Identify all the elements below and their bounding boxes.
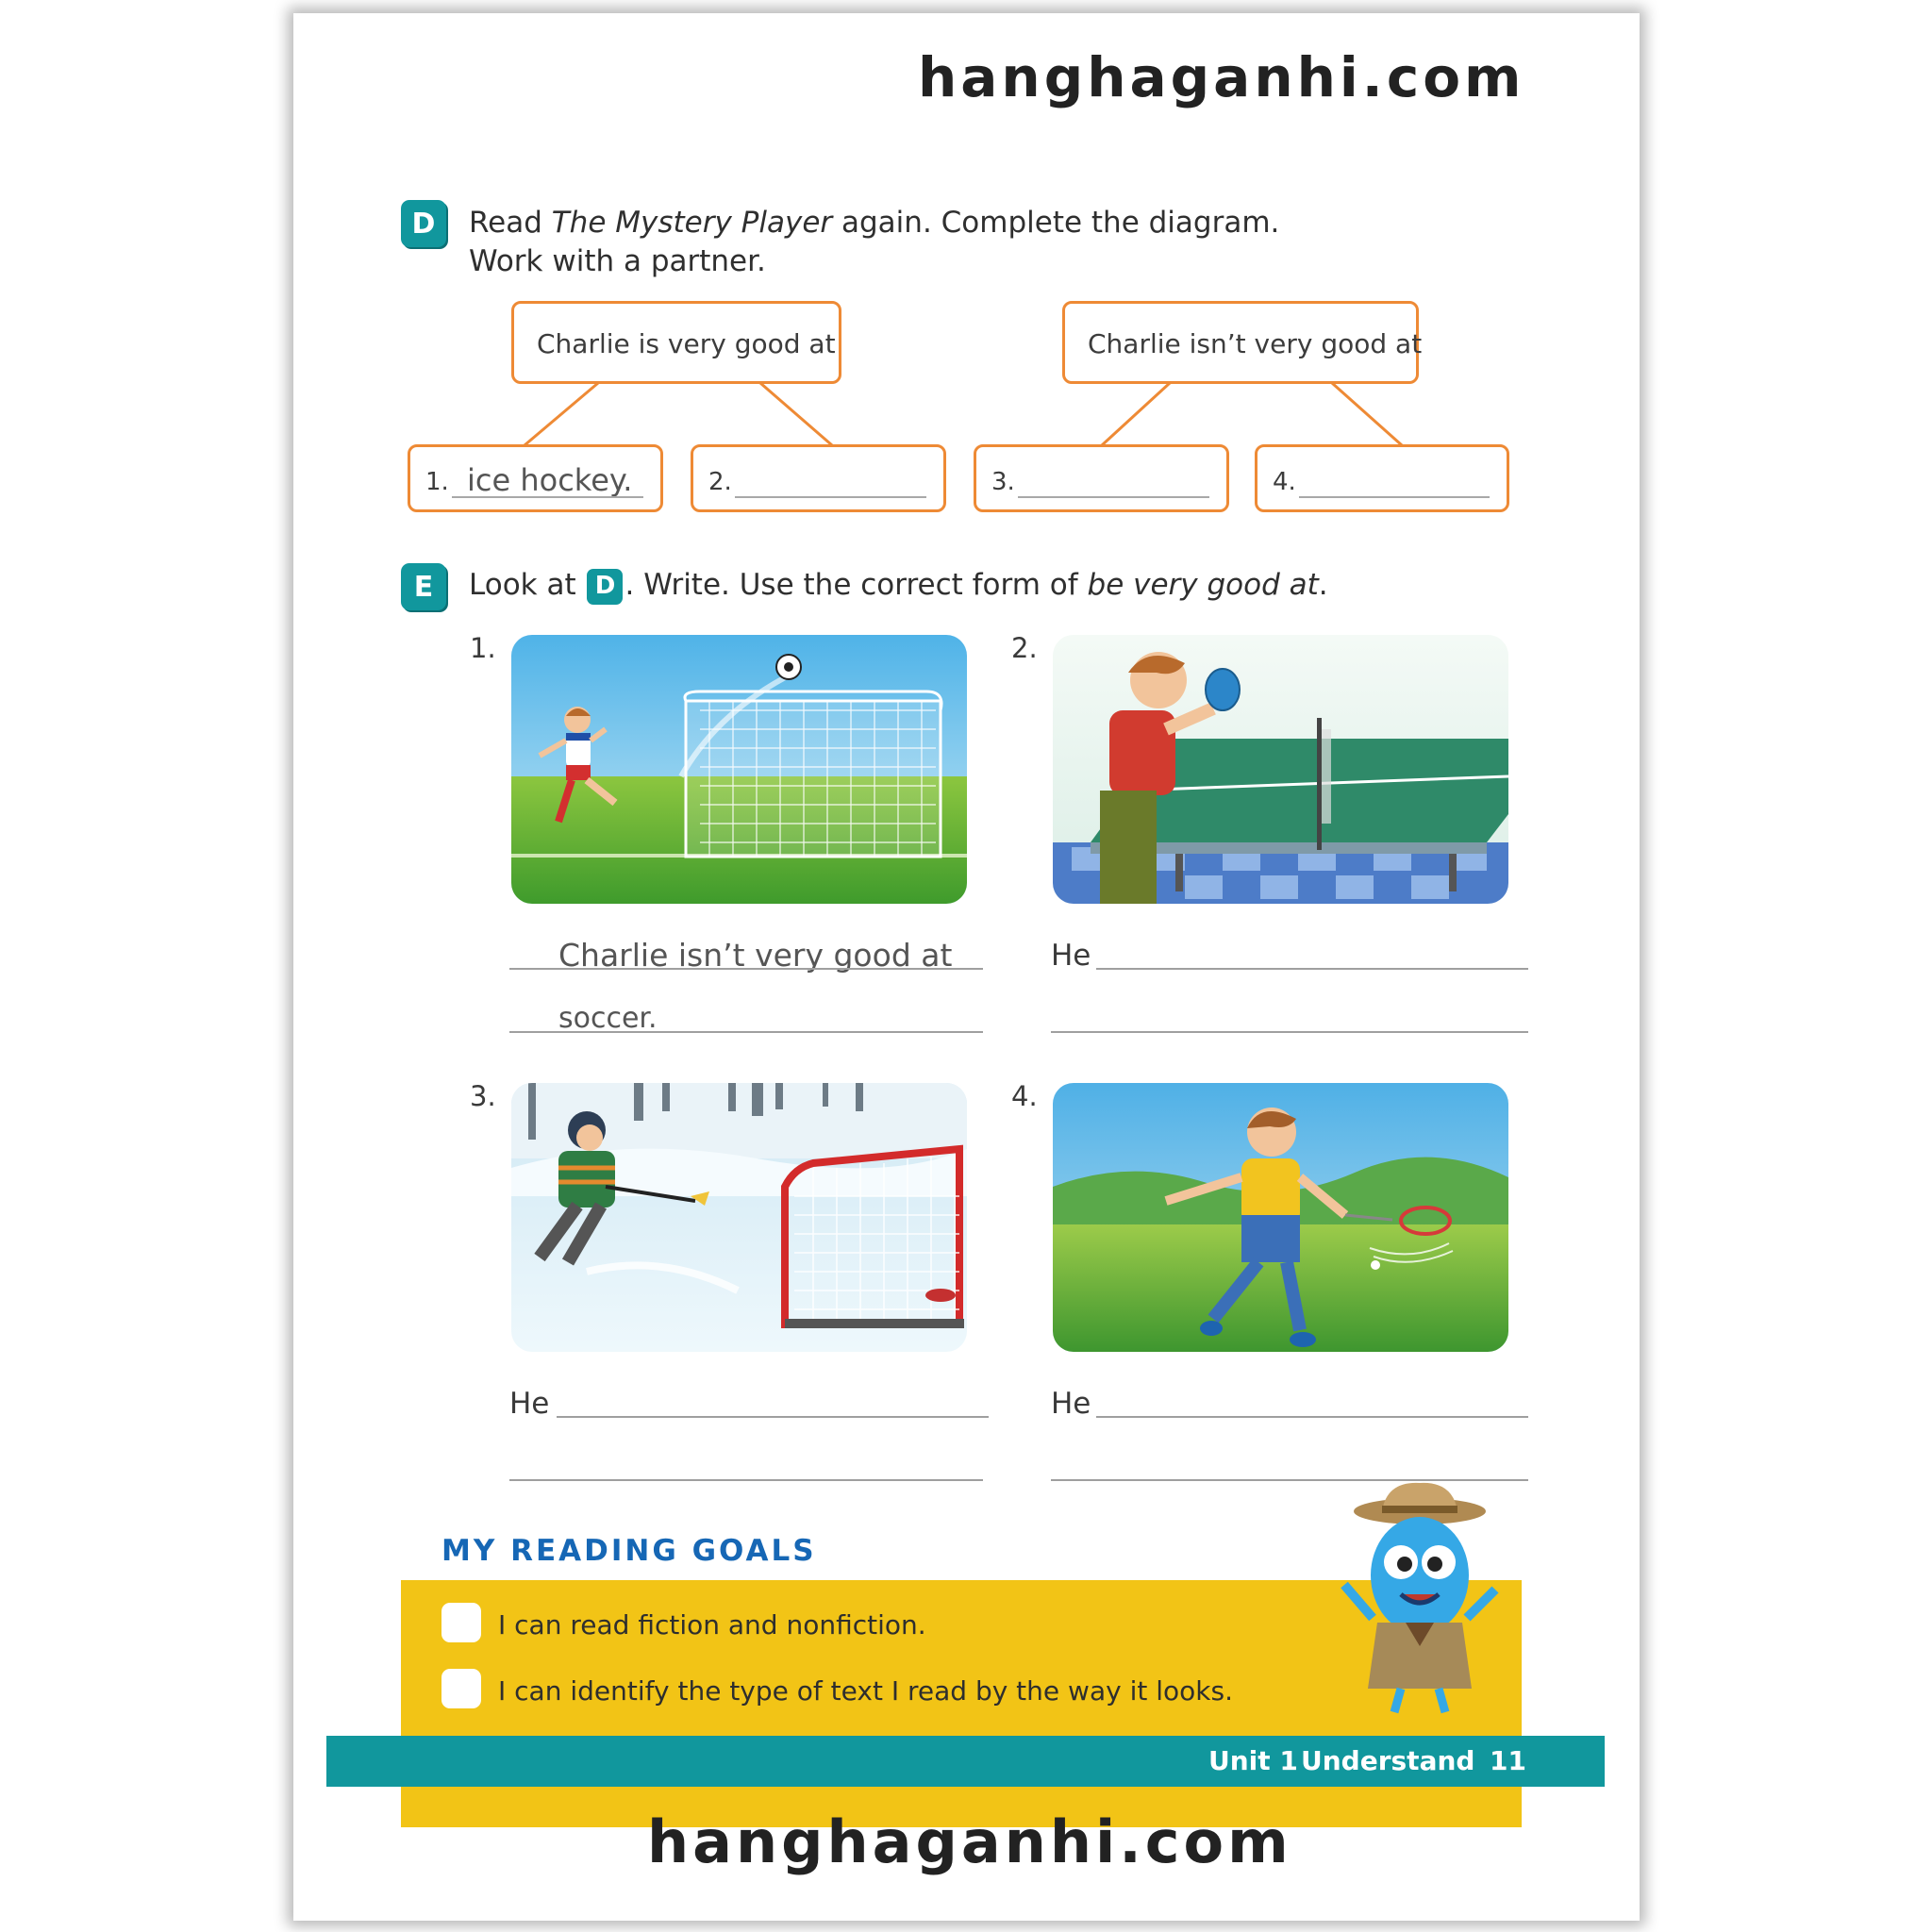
item-number-1: 1.: [470, 632, 496, 664]
section-e-instruction: [469, 566, 1328, 605]
soccer-illustration: [511, 635, 967, 904]
section-e-badge: E: [401, 563, 446, 610]
item-4-prompt: He: [1051, 1387, 1091, 1421]
goal-checkbox-1[interactable]: [441, 1603, 481, 1642]
item-3-write-line-2[interactable]: [509, 1479, 983, 1481]
item-2-write-line-2[interactable]: [1051, 1031, 1528, 1033]
instruction-text: again. Complete the diagram.: [832, 206, 1280, 240]
section-d-instruction: [469, 204, 1279, 281]
goal-text-2: I can identify the type of text I read by the way it looks.: [498, 1675, 1233, 1707]
item-1-answer-line1: Charlie isn’t very good at: [558, 937, 953, 974]
goal-text-1: I can read fiction and nonfiction.: [498, 1609, 926, 1641]
answer-number: 2.: [708, 468, 732, 496]
item-1-write-line-1[interactable]: [509, 968, 983, 970]
item-3-write-line-1[interactable]: [557, 1416, 989, 1418]
answer-number: 4.: [1273, 468, 1296, 496]
footer-section: Understand: [1301, 1745, 1475, 1776]
answer-box-1[interactable]: [408, 444, 663, 512]
item-1-write-line-2[interactable]: [509, 1031, 983, 1033]
watermark-top: hanghaganhi.com: [918, 45, 1525, 109]
item-2-write-line-1[interactable]: [1096, 968, 1528, 970]
answer-box-2[interactable]: [691, 444, 946, 512]
item-2-prompt: He: [1051, 939, 1091, 973]
answer-box-3[interactable]: [974, 444, 1229, 512]
item-number-3: 3.: [470, 1080, 496, 1112]
item-4-write-line-1[interactable]: [1096, 1416, 1528, 1418]
answer-line: [452, 496, 643, 498]
item-number-4: 4.: [1011, 1080, 1038, 1112]
ice-hockey-illustration: [511, 1083, 967, 1352]
answer-line: [1018, 496, 1209, 498]
answer-number: 3.: [991, 468, 1015, 496]
item-1-answer-line2: soccer.: [558, 1002, 658, 1035]
good-at-header-box: [511, 301, 841, 384]
goal-checkbox-2[interactable]: [441, 1669, 481, 1708]
watermark-bottom: hanghaganhi.com: [647, 1807, 1292, 1876]
instruction-text: Look at: [469, 568, 586, 602]
good-at-header: Charlie is very good at: [537, 328, 836, 359]
answer-line: [1299, 496, 1490, 498]
not-good-at-header-box: [1062, 301, 1423, 384]
badminton-illustration: [1053, 1083, 1508, 1352]
table-tennis-illustration: [1053, 635, 1508, 904]
answer-number: 1.: [425, 468, 449, 496]
item-3-prompt: He: [509, 1387, 550, 1421]
not-good-at-header: Charlie isn’t very good at: [1088, 328, 1423, 359]
answer-text: ice hockey.: [467, 462, 633, 498]
story-title: The Mystery Player: [551, 206, 833, 240]
instruction-text: .: [1318, 568, 1328, 602]
answer-line: [735, 496, 926, 498]
page-number: 11: [1490, 1745, 1526, 1776]
reading-goals-title: MY READING GOALS: [441, 1534, 817, 1568]
answer-box-4[interactable]: [1255, 444, 1509, 512]
section-d-badge: D: [401, 200, 446, 247]
explorer-mascot: [1330, 1481, 1509, 1717]
footer-unit: Unit 1: [1208, 1745, 1298, 1776]
footer-bar: [326, 1736, 1605, 1787]
instruction-text: . Write. Use the correct form of: [625, 568, 1088, 602]
instruction-text: Read: [469, 206, 552, 240]
section-d-reference-badge: D: [587, 569, 623, 605]
target-phrase: be very good at: [1087, 568, 1319, 602]
instruction-text: Work with a partner.: [469, 244, 766, 278]
item-number-2: 2.: [1011, 632, 1038, 664]
